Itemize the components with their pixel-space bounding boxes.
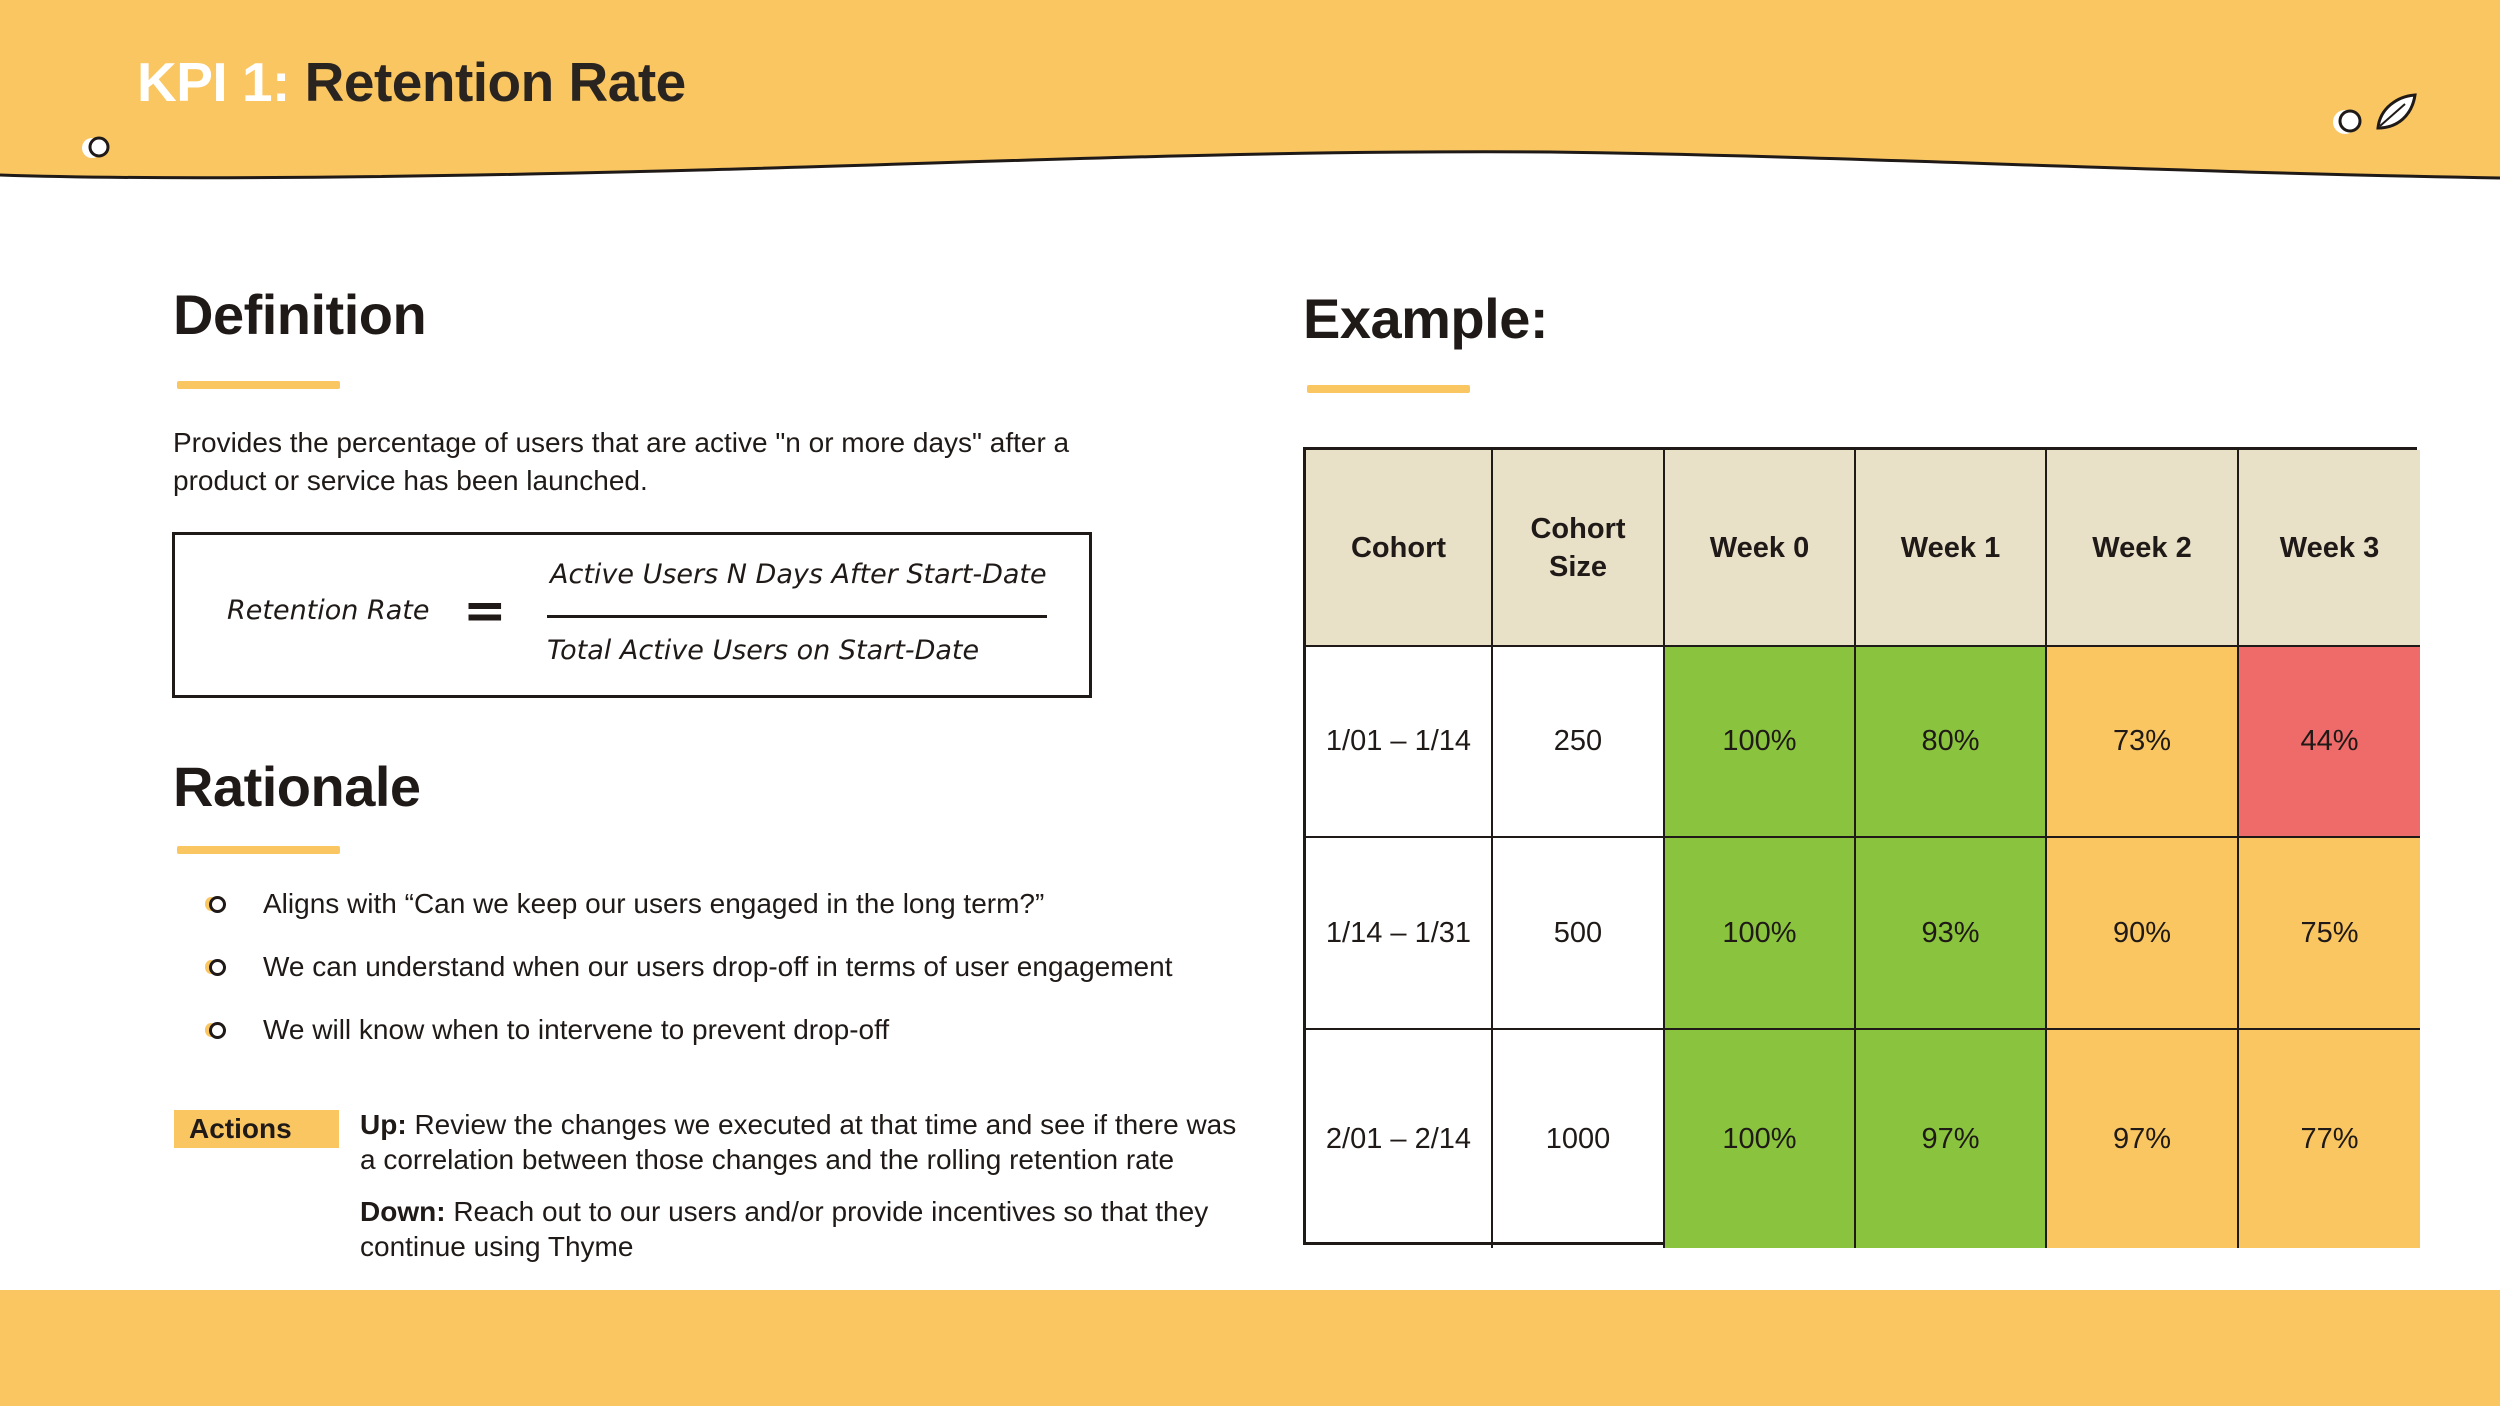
definition-text: Provides the percentage of users that are active "n or more days" after a product or service has been launched. [173,427,1070,496]
header-cell-cohort: Cohort [1306,450,1493,647]
title-main: Retention Rate [304,51,686,113]
formula-fraction-bar [547,615,1047,618]
table-cell: 1/14 – 1/31 [1306,838,1493,1030]
header-cell-cohort-size: Cohort Size [1493,450,1665,647]
table-cell: 75% [2239,838,2420,1030]
action-down [360,1194,1240,1264]
footer-band [0,1290,2500,1406]
table-cell: 73% [2047,647,2239,838]
formula-box [172,532,1092,698]
table-cell: 80% [1856,647,2047,838]
table-cell: 97% [2047,1030,2239,1248]
action-up [360,1107,1240,1177]
table-cell: 2/01 – 2/14 [1306,1030,1493,1248]
example-underline [1307,385,1470,393]
table-cell: 100% [1665,1030,1856,1248]
table-cell: 77% [2239,1030,2420,1248]
header-cell-week-0: Week 0 [1665,450,1856,647]
cohort-grid [1303,447,2417,1245]
rationale-heading: Rationale [173,755,421,818]
table-cell: 97% [1856,1030,2047,1248]
table-cell: 44% [2239,647,2420,838]
header-cell-week-2: Week 2 [2047,450,2239,647]
bullet-circle-icon [209,959,226,976]
table-cell: 93% [1856,838,2047,1030]
bullet-circle-icon [209,896,226,913]
table-cell: 250 [1493,647,1665,838]
retention-cohort-table [1303,447,2417,1245]
example-heading: Example: [1303,287,1548,350]
formula-equals: = [463,581,507,641]
definition-heading: Definition [173,283,427,346]
table-cell: 1/01 – 1/14 [1306,647,1493,838]
table-cell: 90% [2047,838,2239,1030]
formula-lhs: Retention Rate [227,595,430,626]
action-up-label: Up: [360,1109,407,1140]
definition-underline [177,381,340,389]
header-cell-week-1: Week 1 [1856,450,2047,647]
header-cell-week-3: Week 3 [2239,450,2420,647]
page-title [137,50,686,114]
formula-denominator: Total Active Users on Start-Date [547,635,980,666]
table-cell: 100% [1665,838,1856,1030]
actions-tag: Actions [174,1110,339,1148]
table-cell: 500 [1493,838,1665,1030]
action-down-text: Reach out to our users and/or provide incentives so that they continue using Thyme [360,1196,1209,1262]
table-cell: 1000 [1493,1030,1665,1248]
title-prefix: KPI 1: [137,51,290,113]
formula-numerator: Active Users N Days After Start-Date [550,559,1047,590]
action-down-label: Down: [360,1196,446,1227]
rationale-underline [177,846,340,854]
table-cell: 100% [1665,647,1856,838]
decor-circle-icon [82,138,108,158]
bullet-circle-icon [209,1022,226,1039]
action-up-text: Review the changes we executed at that time and see if there was a correlation between those changes and the rolling retention rate [360,1109,1237,1175]
decor-circle-right-icon [2333,110,2360,134]
